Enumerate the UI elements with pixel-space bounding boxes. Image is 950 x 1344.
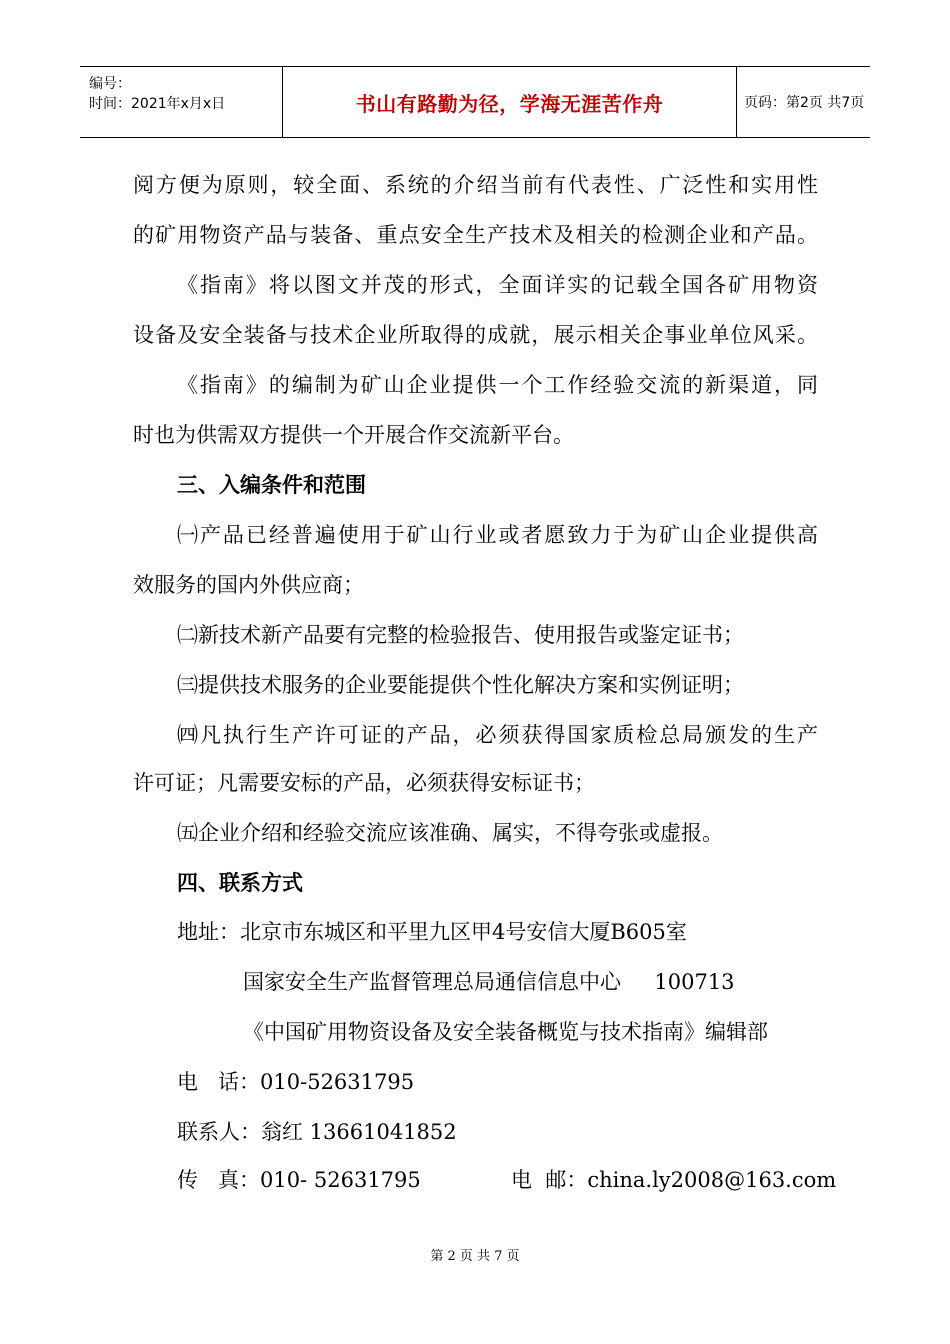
- organization-line: 国家安全生产监督管理总局通信信息中心 100713: [243, 970, 735, 994]
- fax-line: 传 真：010- 52631795: [177, 1168, 421, 1192]
- page-footer: 第 2 页 共 7 页: [430, 1249, 520, 1264]
- list-item: ㈠产品已经普遍使用于矿山行业或者愿致力于为矿山企业提供高: [177, 523, 818, 547]
- list-item: ㈡新技术新产品要有完整的检验报告、使用报告或鉴定证书；: [177, 623, 744, 647]
- list-item: 许可证；凡需要安标的产品，必须获得安标证书；: [133, 771, 595, 795]
- list-item: ㈢提供技术服务的企业要能提供个性化解决方案和实例证明；: [177, 673, 744, 697]
- address-line: 地址：北京市东城区和平里九区甲4号安信大厦B605室: [177, 920, 687, 944]
- list-item: 效服务的国内外供应商；: [133, 573, 364, 597]
- paragraph-line: 设备及安全装备与技术企业所取得的成就，展示相关企事业单位风采。: [133, 323, 818, 347]
- header-meta-cell: [80, 67, 282, 137]
- time-label: 时间：2021年x月x日: [89, 96, 226, 112]
- telephone-line: 电 话：010-52631795: [177, 1070, 415, 1094]
- header-motto: 书山有路勤为径，学海无涯苦作舟: [355, 91, 664, 116]
- paragraph-line: 的矿用物资产品与装备、重点安全生产技术及相关的检测企业和产品。: [133, 223, 818, 247]
- number-label: 编号：: [89, 76, 131, 92]
- header-table: [80, 66, 870, 138]
- paragraph-line: 时也为供需双方提供一个开展合作交流新平台。: [133, 423, 574, 447]
- contact-person-line: 联系人：翁红 13661041852: [177, 1120, 457, 1144]
- header-divider: [736, 67, 737, 137]
- paragraph-line: 阅方便为原则，较全面、系统的介绍当前有代表性、广泛性和实用性: [133, 173, 818, 197]
- section-heading: 四、联系方式: [177, 870, 303, 895]
- paragraph-line: 《指南》将以图文并茂的形式，全面详实的记载全国各矿用物资: [177, 273, 818, 297]
- list-item: ㈣凡执行生产许可证的产品，必须获得国家质检总局颁发的生产: [177, 723, 818, 747]
- list-item: ㈤企业介绍和经验交流应该准确、属实，不得夸张或虚报。: [177, 821, 723, 845]
- header-page-info: 页码：第2页 共7页: [744, 95, 865, 111]
- paragraph-line: 《指南》的编制为矿山企业提供一个工作经验交流的新渠道，同: [177, 373, 818, 397]
- section-heading: 三、入编条件和范围: [177, 472, 366, 497]
- email-line: 电 邮：china.ly2008@163.com: [511, 1168, 837, 1192]
- department-line: 《中国矿用物资设备及安全装备概览与技术指南》编辑部: [243, 1020, 768, 1044]
